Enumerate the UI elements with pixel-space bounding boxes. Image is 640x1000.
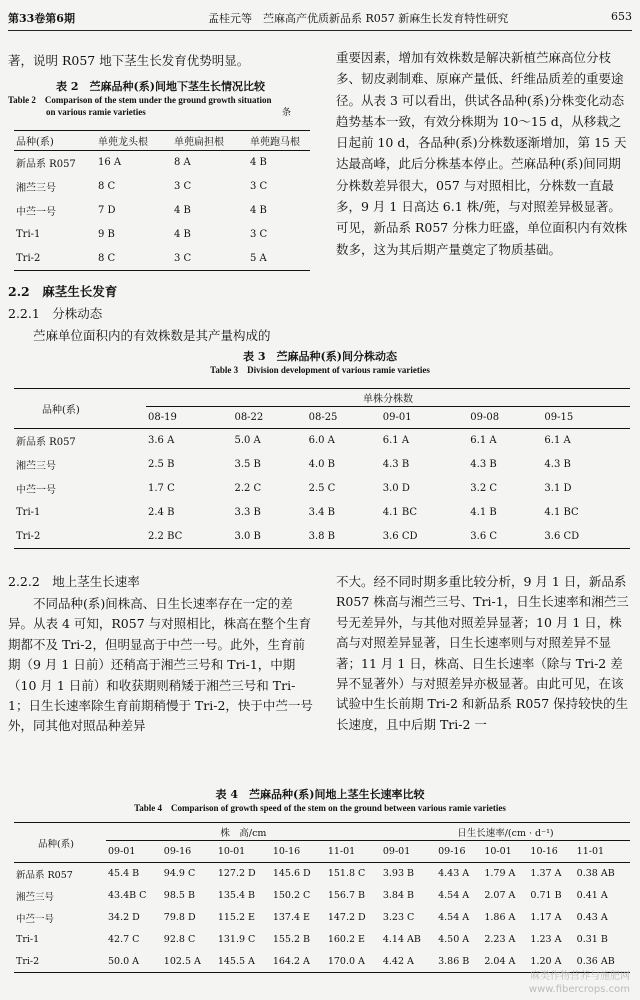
table3-cell: 1.7 C — [148, 483, 175, 494]
table4-cell: 1.37 A — [530, 868, 562, 880]
table2-cell: 4 B — [174, 205, 191, 216]
table4-cell: 155.2 B — [272, 934, 311, 945]
table4-cell: 1.86 A — [484, 912, 516, 923]
table3-date: 09-01 — [382, 412, 412, 423]
table4-caption — [8, 786, 632, 814]
table2-header: 品种(系) — [16, 137, 54, 148]
table-row — [14, 453, 630, 477]
table3-cell: 3.4 B — [308, 507, 336, 518]
table4-date: 09-01 — [108, 846, 136, 857]
table3-cell: 5.0 A — [234, 435, 261, 447]
table4-cell: 147.2 D — [327, 912, 366, 923]
watermark-site-name: 麻类作物营养与施肥网 — [530, 971, 630, 982]
table2-cell: 3 C — [174, 252, 192, 264]
table2-cell: 9 B — [98, 229, 115, 240]
table4-cell: 164.2 A — [272, 955, 310, 967]
table-row — [14, 175, 310, 199]
left-top-text — [8, 50, 313, 71]
table2-unit: 条 — [281, 107, 291, 117]
page-header — [8, 6, 632, 26]
table3-cell: 3.5 B — [234, 459, 261, 470]
table4-cell: 新品系 R057 — [16, 869, 73, 881]
table3-cell: 4.3 B — [470, 459, 497, 470]
table4-cell: 3.23 C — [382, 912, 415, 923]
table4-cell: 1.23 A — [530, 934, 562, 945]
table4-cell: 4.14 AB — [382, 934, 421, 945]
table2-header: 单蔸扁担根 — [174, 137, 224, 148]
table4-cell: 2.23 A — [484, 934, 516, 945]
table4-date: 09-01 — [382, 846, 411, 857]
table4-cell: 135.4 B — [217, 890, 256, 901]
table3-cell: 3.6 A — [148, 435, 175, 447]
table4-cell: 4.54 A — [438, 912, 470, 923]
table4-date: 09-16 — [438, 846, 466, 857]
table4-date: 10-01 — [217, 846, 246, 857]
table4-cell: 150.2 C — [272, 890, 311, 901]
table-row — [14, 223, 310, 247]
table3-cell: 3.1 D — [544, 483, 572, 494]
table-row — [14, 863, 630, 885]
table3 — [14, 388, 630, 549]
table4-cell: 0.71 B — [530, 890, 562, 901]
table2-cell: 中苎一号 — [16, 207, 56, 218]
table4-cell: 127.2 D — [217, 868, 256, 880]
table3-cell: 2.5 B — [148, 459, 175, 470]
table4-cell: 4.43 A — [438, 868, 470, 880]
table4-cell: 1.17 A — [530, 912, 562, 923]
table2-cell: 3 C — [250, 229, 268, 240]
table4-cell: 42.7 C — [108, 934, 140, 945]
table2-caption-en-2: on various ramie varieties — [46, 107, 146, 117]
table3-caption — [8, 348, 632, 376]
table2-cell: 16 A — [98, 157, 122, 169]
table3-stub-header: 品种(系) — [42, 405, 80, 416]
table4-cell: Tri-2 — [16, 955, 40, 967]
table4-cell: 湘苎三号 — [16, 891, 55, 903]
watermark — [529, 970, 630, 996]
table2-header: 单蔸龙头根 — [98, 137, 148, 148]
table2 — [14, 130, 310, 271]
watermark-url: www.fibercrops.com — [528, 984, 630, 995]
table-row — [14, 247, 310, 271]
table3-cell: 4.3 B — [544, 459, 571, 470]
table4-caption-en: Table 4 Comparison of growth speed of the stem on the ground between various ramie varieties — [134, 803, 506, 813]
table3-cell: 中苎一号 — [16, 485, 56, 496]
table2-cell: Tri-1 — [16, 229, 41, 240]
table3-cell: 6.1 A — [382, 435, 410, 447]
left-bottom-paragraph: 不同品种(系)间株高、日生长速率存在一定的差异。从表 4 可知，R057 与对照相比，株高在整个生育期都不及 Tri-2，但明显高于中苎一号。此外，生育前期（9 月 1 日前）还稍高于湘苎三号和 Tri-1，中期（10 月 1 日前）和收获期则稍矮于湘苎三号和 Tri-1；日生长速率除生育前期稍慢于 Tri-2，快于中苎一号外，同其他对照品种差异 — [8, 596, 313, 734]
section-2-2-heading: 2.2 麻茎生长发育 — [8, 284, 118, 299]
table-row — [14, 885, 630, 907]
right-top-paragraph: 重要因素，增加有效株数是解决新植苎麻高位分枝多、韧皮剥制难、原麻产量低、纤维品质差的重要途径。从表 3 可以看出，供试各品种(系)分株变化动态趋势基本一致，有效分株期为 10～15 d，从移栽之日起前 10 d，各品种(系)分株数逐渐增加，第 15 天达最高峰，此后分株基本停止。苎麻品种(系)间同期分株数差异很大，057 与对照相比，分株数一直最多，9 月 1 日高达 6.1 株/蔸，与对照差异极显著。可见，新品系 R057 分株力旺盛，单位面积内有效株数多，这为其后期产量奠定了物质基础。 — [336, 50, 628, 257]
table4-cell: 92.8 C — [163, 934, 196, 945]
table2-cell: 新品系 R057 — [16, 159, 76, 171]
table4-cell: 4.54 A — [438, 890, 470, 901]
table4-date: 09-16 — [163, 846, 192, 857]
table2-cell: 5 A — [250, 252, 267, 264]
table-row — [14, 929, 630, 951]
table4-cell: 4.50 A — [438, 934, 470, 945]
table4-caption-cn: 表 4 苎麻品种(系)间地上茎生长速率比较 — [215, 788, 425, 801]
table4-cell: 0.31 B — [576, 934, 608, 945]
table3-cell: 4.1 B — [470, 507, 497, 518]
table3-cell: Tri-1 — [16, 507, 41, 518]
table2-cell: 7 D — [98, 205, 116, 216]
table4-cell: 3.86 B — [438, 955, 470, 967]
table3-group-header: 单株分株数 — [146, 389, 630, 407]
table3-cell: Tri-2 — [16, 530, 41, 542]
table3-caption-cn: 表 3 苎麻品种(系)间分株动态 — [243, 350, 397, 363]
table3-header-row — [14, 389, 630, 407]
table3-cell: 3.8 B — [308, 530, 336, 542]
table4-date-row — [14, 841, 630, 863]
table3-cell: 3.0 D — [382, 483, 410, 494]
header-rule — [8, 30, 632, 31]
table4-date: 10-16 — [272, 846, 301, 857]
right-bottom-paragraph: 不大。经不同时期多重比较分析，9 月 1 日，新品系 R057 株高与湘苎三号、Tri-1，日生长速率和湘苎三号无差异外，与其他对照差异显著；10 月 1 日，株高与对照差异显著，日生长速率则与对照差异不显著；11 月 1 日，株高、日生长速率（除与 Tri-2 差异不显著外）与对照差异亦极显著。由此可见，在该试验中生长前期 Tri-2 和新品系 R057 保持较快的生长速度，且中后期 Tri-2 一 — [336, 574, 629, 732]
table3-date: 08-19 — [148, 412, 177, 423]
table4-group-rate: 日生长速率/(cm · d⁻¹) — [381, 823, 630, 841]
table3-cell: 6.0 A — [308, 435, 335, 447]
table4-cell: 0.41 A — [576, 890, 608, 901]
table4-cell: 45.4 B — [108, 868, 140, 880]
table2-cell: 3 C — [250, 181, 268, 192]
table3-cell: 3.6 C — [470, 530, 498, 542]
section-2-2-1-heading: 2.2.1 分株动态 — [8, 306, 103, 321]
table3-date: 09-08 — [470, 412, 500, 423]
table2-header: 单蔸跑马根 — [250, 137, 300, 148]
table4-cell: 137.4 E — [272, 912, 310, 923]
table2-cell: 3 C — [174, 181, 192, 192]
table4-cell: 43.4B C — [108, 890, 147, 901]
table4-group-height: 株 高/cm — [106, 823, 381, 841]
table4-cell: 160.2 E — [327, 934, 365, 945]
table4-cell: 4.42 A — [382, 955, 414, 967]
table4-cell: 0.43 A — [576, 912, 608, 923]
table4-cell: 170.0 A — [327, 955, 365, 967]
table4-date: 11-01 — [576, 846, 605, 857]
table2-cell: Tri-2 — [16, 252, 41, 264]
table4 — [14, 822, 630, 973]
table3-caption-en: Table 3 Division development of various ramie varieties — [210, 365, 430, 375]
table4-cell: 34.2 D — [108, 912, 140, 923]
table4-cell: 0.36 AB — [576, 955, 615, 967]
table4-cell: 2.04 A — [484, 955, 516, 967]
table-row — [14, 525, 630, 549]
table-row — [14, 501, 630, 525]
table3-date: 09-15 — [544, 412, 574, 423]
table3-cell: 6.1 A — [470, 435, 497, 447]
table2-header-row — [14, 131, 310, 151]
table4-cell: 115.2 E — [217, 912, 255, 923]
table2-cell: 湘苎三号 — [16, 183, 56, 194]
table3-cell: 6.1 A — [544, 435, 571, 447]
table4-date: 10-01 — [484, 846, 512, 857]
table3-cell: 湘苎三号 — [16, 461, 56, 472]
table4-cell: 145.5 A — [217, 955, 255, 967]
table3-date: 08-25 — [308, 412, 338, 423]
table4-cell: 3.84 B — [382, 890, 415, 901]
table4-cell: 1.20 A — [530, 955, 562, 967]
table3-cell: 3.3 B — [234, 507, 261, 518]
table4-cell: 102.5 A — [163, 955, 201, 967]
table4-cell: 131.9 C — [217, 934, 256, 945]
table4-cell: 145.6 D — [272, 868, 311, 880]
section-2-2-2-heading: 2.2.2 地上茎生长速率 — [8, 574, 140, 589]
table2-cell: 4 B — [174, 229, 191, 240]
table4-cell: 94.9 C — [163, 868, 196, 880]
journal-issue: 第33卷第6期 — [8, 12, 75, 25]
table2-cell: 8 C — [98, 181, 116, 192]
table3-cell: 2.5 C — [308, 483, 336, 494]
table3-date: 08-22 — [234, 412, 264, 423]
table4-header-row — [14, 823, 630, 841]
table-row — [14, 477, 630, 501]
table4-cell: 156.7 B — [327, 890, 366, 901]
table2-caption-en-1: Table 2 Comparison of the stem under the ground growth situation — [8, 95, 272, 105]
table3-cell: 3.6 CD — [544, 530, 580, 542]
table-row — [14, 907, 630, 929]
table2-cell: 4 B — [250, 157, 267, 169]
table2-caption — [8, 78, 313, 118]
table4-cell: 3.93 B — [382, 868, 415, 880]
table4-cell: 2.07 A — [484, 890, 516, 901]
table4-cell: 1.79 A — [484, 868, 516, 880]
table-row — [14, 429, 630, 453]
table4-cell: 0.38 AB — [576, 868, 615, 880]
table3-cell: 2.2 BC — [148, 530, 183, 542]
table3-cell: 2.2 C — [234, 483, 262, 494]
table4-cell: Tri-1 — [16, 934, 40, 945]
section-2-2-1-text: 苎麻单位面积内的有效株数是其产量构成的 — [33, 328, 271, 343]
table-row — [14, 151, 310, 175]
running-title: 孟桂元等 苎麻高产优质新品系 R057 新麻生长发育特性研究 — [208, 12, 509, 25]
table3-cell: 2.4 B — [148, 507, 175, 518]
table2-cell: 8 A — [174, 157, 191, 169]
table4-cell: 98.5 B — [163, 890, 195, 901]
left-top-line: 著，说明 R057 地下茎生长发育优势明显。 — [8, 53, 250, 68]
table2-cell: 8 C — [98, 252, 116, 264]
table4-cell: 50.0 A — [108, 955, 140, 967]
table4-cell: 151.8 C — [327, 868, 366, 880]
table3-cell: 4.0 B — [308, 459, 336, 470]
page-number: 653 — [611, 10, 632, 23]
table4-cell: 中苎一号 — [16, 913, 55, 925]
table3-cell: 4.1 BC — [544, 507, 579, 518]
table3-cell: 3.6 CD — [382, 530, 418, 542]
table3-cell: 4.3 B — [382, 459, 410, 470]
table4-date: 11-01 — [327, 846, 356, 857]
table2-caption-cn: 表 2 苎麻品种(系)间地下茎生长情况比较 — [56, 80, 265, 93]
table3-cell: 新品系 R057 — [16, 437, 76, 449]
table4-cell: 79.8 D — [163, 912, 196, 923]
table3-cell: 3.0 B — [234, 530, 261, 542]
table2-cell: 4 B — [250, 205, 267, 216]
table3-cell: 3.2 C — [470, 483, 498, 494]
table4-stub-header: 品种(系) — [38, 838, 74, 850]
table3-cell: 4.1 BC — [382, 507, 418, 518]
table4-date: 10-16 — [530, 846, 558, 857]
table-row — [14, 199, 310, 223]
